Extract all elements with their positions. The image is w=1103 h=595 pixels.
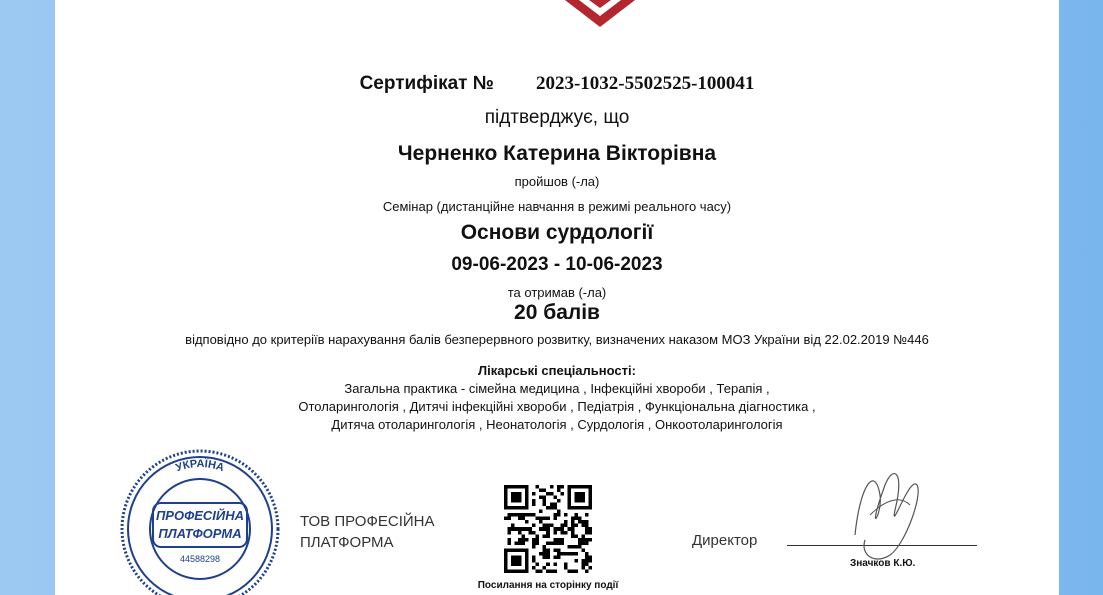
logo-icon [545,0,655,40]
company-seal-icon [115,447,285,595]
course-title: Основи сурдології [460,221,654,244]
seal-top-text: УКРАЇНА [174,457,226,475]
points-awarded: 20 балів [514,301,600,324]
course-dates: 09-06-2023 - 10-06-2023 [451,254,663,275]
person-name: Черненко Катерина Вікторівна [397,142,717,165]
director-label: Директор [692,532,758,549]
company-name [300,511,434,553]
seal-center-line2: ПЛАТФОРМА [158,526,242,541]
company-name-line1: ТОВ ПРОФЕСІЙНА [300,513,435,530]
criteria-text: відповідно до критеріїв нарахування балів безперервного розвитку, визначених наказом МОЗ України від 22.02.2019 №446 [185,332,929,347]
certificate-number: 2023-1032-5502525-100041 [535,73,755,94]
specialties-line: Дитяча отоларингологія , Неонатологія , Сурдологія , Онкоотоларингологія [331,417,783,432]
event-type: Семінар (дистанційне навчання в режимі реального часу) [382,199,732,214]
qr-code-icon[interactable] [504,485,592,573]
specialties-title: Лікарські спеціальності: [478,363,636,378]
certificate-label: Сертифікат № [359,73,494,94]
received-text: та отримав (-ла) [507,285,607,300]
seal-center-line1: ПРОФЕСІЙНА [155,508,245,523]
signature-icon [835,455,935,575]
qr-caption: Посилання на сторінку події [477,580,619,591]
confirms-text: підтверджує, що [484,107,630,128]
passed-text: пройшов (-ла) [514,174,600,189]
certificate-number-line [55,73,1059,95]
certificate-page [55,0,1059,595]
signer-name: Значков К.Ю. [850,558,916,569]
specialties-line: Загальна практика - сімейна медицина , Інфекційні хвороби , Терапія , [344,381,770,396]
company-name-line2: ПЛАТФОРМА [300,534,394,551]
seal-code: 44588298 [179,554,221,564]
specialties-line: Отоларингологія , Дитячі інфекційні хвороби , Педіатрія , Функціональна діагностика , [298,399,816,414]
